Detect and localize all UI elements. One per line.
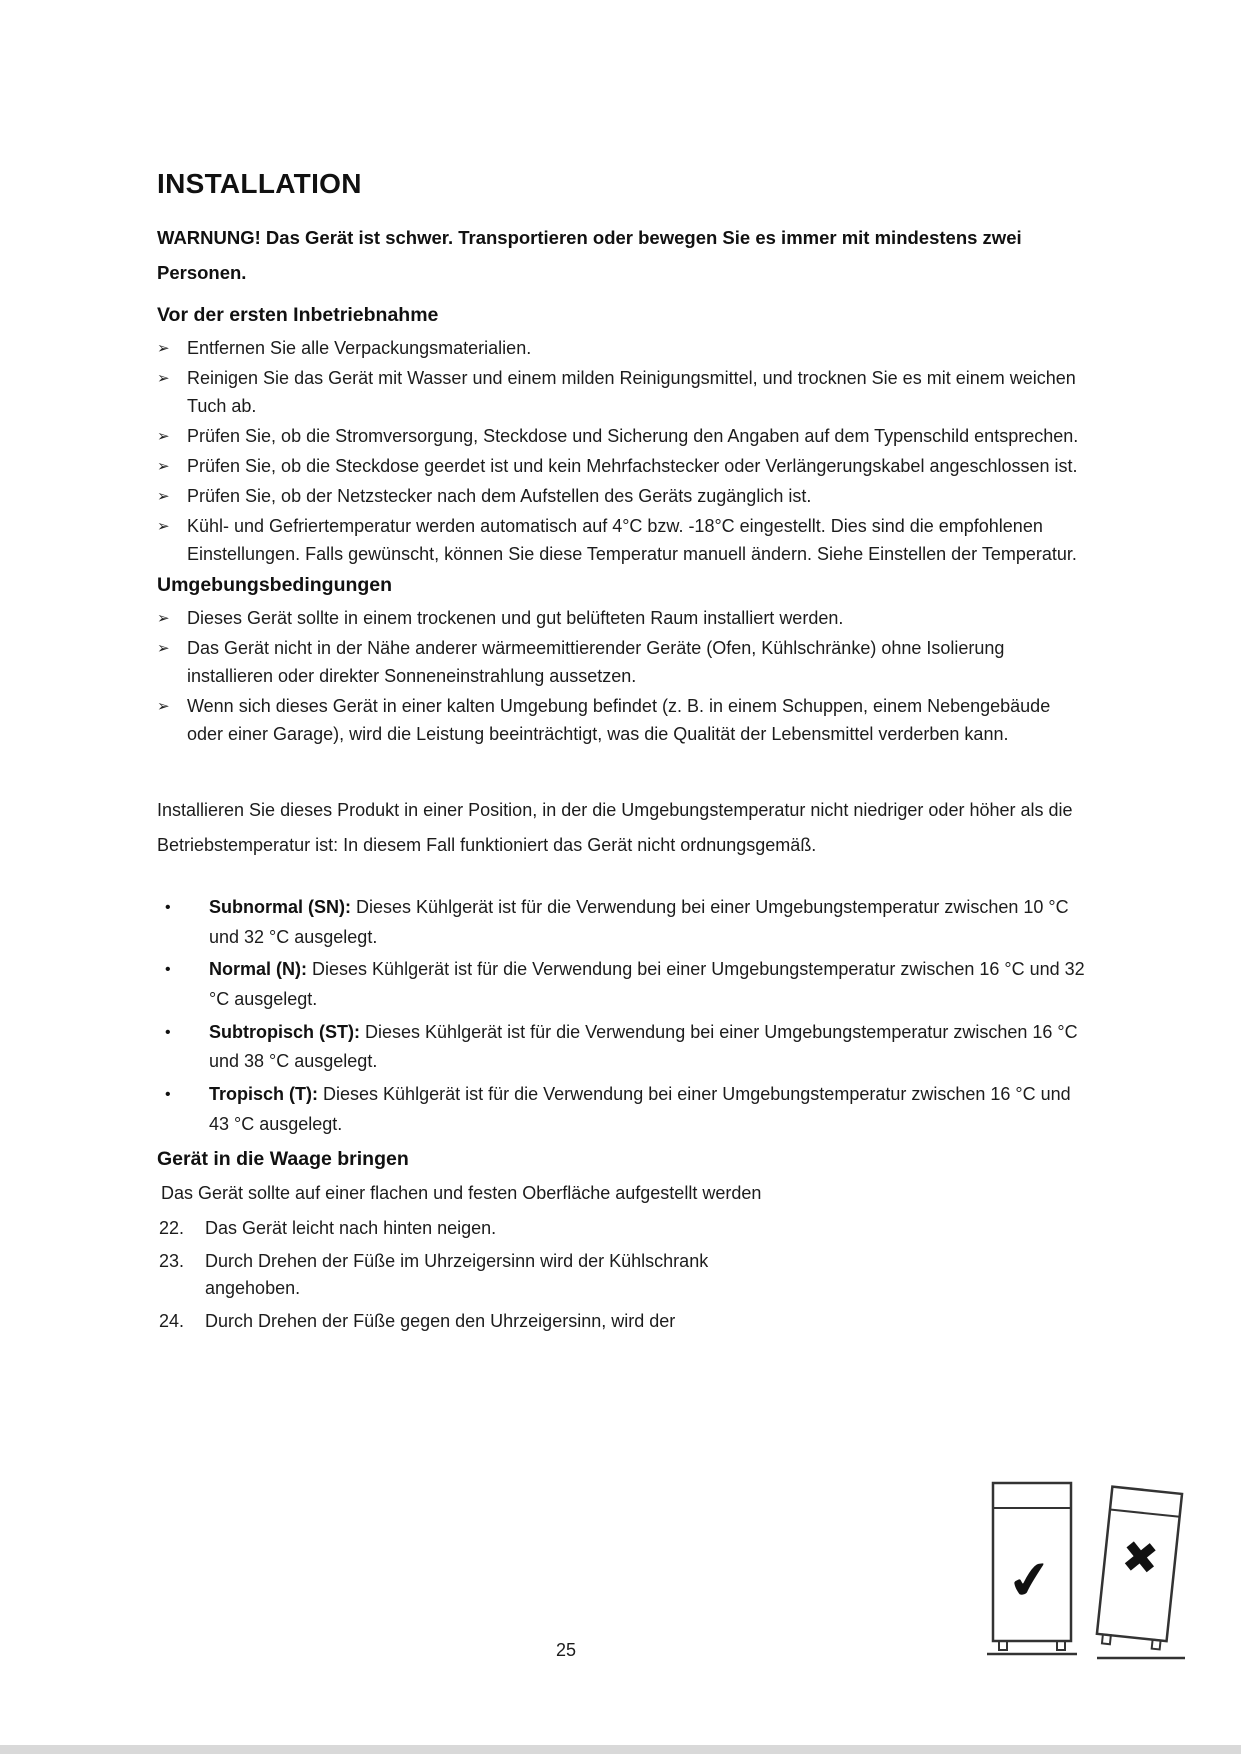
dot-bullet-icon: • <box>165 1023 171 1041</box>
list-item <box>157 605 1091 633</box>
list-item-text: Reinigen Sie das Gerät mit Wasser und einem milden Reinigungsmittel, und trocknen Sie es mit einem weichen Tuch ab. <box>187 368 1076 417</box>
climate-class-label: Tropisch (T): <box>209 1084 318 1105</box>
page-number: 25 <box>555 1640 577 1660</box>
step-item <box>159 1308 801 1335</box>
list-item-text: Prüfen Sie, ob die Stromversorgung, Steckdose und Sicherung den Angaben auf dem Typenschild entsprechen. <box>187 425 1079 446</box>
climate-class-desc: Dieses Kühlgerät ist für die Verwendung bei einer Umgebungstemperatur zwischen 16 °C und 38 °C ausgelegt. <box>209 1021 1078 1072</box>
list-item-text: Prüfen Sie, ob die Steckdose geerdet ist und kein Mehrfachstecker oder Verlängerungskabel angeschlossen ist. <box>187 455 1078 476</box>
list-item <box>157 635 1091 691</box>
section-heading-first-use: Vor der ersten Inbetriebnahme <box>157 304 439 327</box>
step-text: Durch Drehen der Füße gegen den Uhrzeigersinn, wird der <box>205 1311 676 1332</box>
list-item <box>157 513 1091 569</box>
list-item-text: Prüfen Sie, ob der Netzstecker nach dem Aufstellen des Geräts zugänglich ist. <box>187 485 812 506</box>
dot-bullet-icon: • <box>165 1086 171 1104</box>
arrow-bullet-icon: ➢ <box>157 427 170 445</box>
step-item <box>159 1248 801 1302</box>
leveling-steps <box>159 1215 1091 1335</box>
dot-bullet-icon: • <box>165 961 171 979</box>
list-item-text <box>209 893 1091 952</box>
climate-class-label: Normal (N): <box>209 959 307 980</box>
climate-class-desc: Dieses Kühlgerät ist für die Verwendung bei einer Umgebungstemperatur zwischen 16 °C und 43 °C ausgelegt. <box>209 1084 1071 1134</box>
cross-icon: ✖ <box>1119 1531 1162 1586</box>
list-item <box>157 365 1091 421</box>
climate-class-desc: Dieses Kühlgerät ist für die Verwendung bei einer Umgebungstemperatur zwischen 10 °C und 32 °C ausgelegt. <box>209 897 1069 947</box>
fridge-incorrect <box>1096 1487 1182 1650</box>
list-item <box>165 893 1091 952</box>
list-item <box>165 1080 1091 1139</box>
list-item-text: Kühl- und Gefriertemperatur werden automatisch auf 4°C bzw. -18°C eingestellt. Dies sind die empfohlenen Einstellungen. Falls gewünscht, können Sie diese Temperatur manuell ändern. Siehe Einstellen der Temperatur. <box>187 515 1077 564</box>
list-item <box>165 955 1091 1014</box>
arrow-bullet-icon: ➢ <box>157 640 170 658</box>
environment-list <box>157 605 1091 748</box>
page-title: INSTALLATION <box>157 168 362 199</box>
arrow-bullet-icon: ➢ <box>157 487 170 505</box>
arrow-bullet-icon: ➢ <box>157 610 170 628</box>
step-number: 24. <box>159 1311 185 1332</box>
step-text: Das Gerät leicht nach hinten neigen. <box>205 1218 497 1239</box>
list-item-text <box>209 955 1091 1014</box>
step-item <box>159 1215 801 1242</box>
list-item <box>157 693 1091 749</box>
arrow-bullet-icon: ➢ <box>157 340 170 358</box>
list-item-text: Entfernen Sie alle Verpackungsmaterialien. <box>187 338 532 359</box>
first-use-list <box>157 335 1091 568</box>
list-item <box>157 453 1091 481</box>
arrow-bullet-icon: ➢ <box>157 370 170 388</box>
arrow-bullet-icon: ➢ <box>157 517 170 535</box>
list-item <box>165 1018 1091 1077</box>
climate-class-label: Subnormal (SN): <box>209 897 351 918</box>
list-item <box>157 335 1091 363</box>
checkmark-icon: ✔ <box>1004 1548 1056 1614</box>
step-text: Durch Drehen der Füße im Uhrzeigersinn wird der Kühlschrank angehoben. <box>205 1251 709 1299</box>
list-item-text: Das Gerät nicht in der Nähe anderer wärmeemittierender Geräte (Ofen, Kühlschränke) ohne Isolierung installieren oder direkter Sonneneinstrahlung aussetzen. <box>187 638 1005 687</box>
climate-class-desc: Dieses Kühlgerät ist für die Verwendung bei einer Umgebungstemperatur zwischen 16 °C und 32 °C ausgelegt. <box>209 959 1085 1010</box>
fridge-correct <box>987 1483 1077 1654</box>
installation-note: Installieren Sie dieses Produkt in einer Position, in der die Umgebungstemperatur nicht niedriger oder höher als die Betriebstemperatur ist: In diesem Fall funktioniert das Gerät nicht ordnungsgemäß. <box>157 799 1073 855</box>
arrow-bullet-icon: ➢ <box>157 698 170 716</box>
climate-class-label: Subtropisch (ST): <box>209 1021 360 1042</box>
page-bottom-strip <box>0 1745 1241 1754</box>
list-item <box>157 423 1091 451</box>
section-heading-leveling: Gerät in die Waage bringen <box>157 1147 409 1170</box>
section-heading-environment: Umgebungsbedingungen <box>157 574 393 597</box>
step-number: 23. <box>159 1251 185 1272</box>
warning-text: WARNUNG! Das Gerät ist schwer. Transportieren oder bewegen Sie es immer mit mindestens zwei Personen. <box>157 227 1022 284</box>
leveling-intro: Das Gerät sollte auf einer flachen und festen Oberfläche aufgestellt werden <box>161 1182 762 1203</box>
arrow-bullet-icon: ➢ <box>157 457 170 475</box>
list-item-text: Wenn sich dieses Gerät in einer kalten Umgebung befindet (z. B. in einem Schuppen, einem Nebengebäude oder einer Garage), wird die Leistung beeinträchtigt, was die Qualität der Lebensmittel verderben kann. <box>187 696 1051 744</box>
list-item-text: Dieses Gerät sollte in einem trockenen und gut belüfteten Raum installiert werden. <box>187 608 844 629</box>
list-item-text <box>209 1018 1091 1077</box>
step-number: 22. <box>159 1218 185 1239</box>
list-item <box>157 483 1091 511</box>
climate-class-list <box>165 893 1091 1140</box>
dot-bullet-icon: • <box>165 899 171 917</box>
list-item-text <box>209 1080 1091 1139</box>
